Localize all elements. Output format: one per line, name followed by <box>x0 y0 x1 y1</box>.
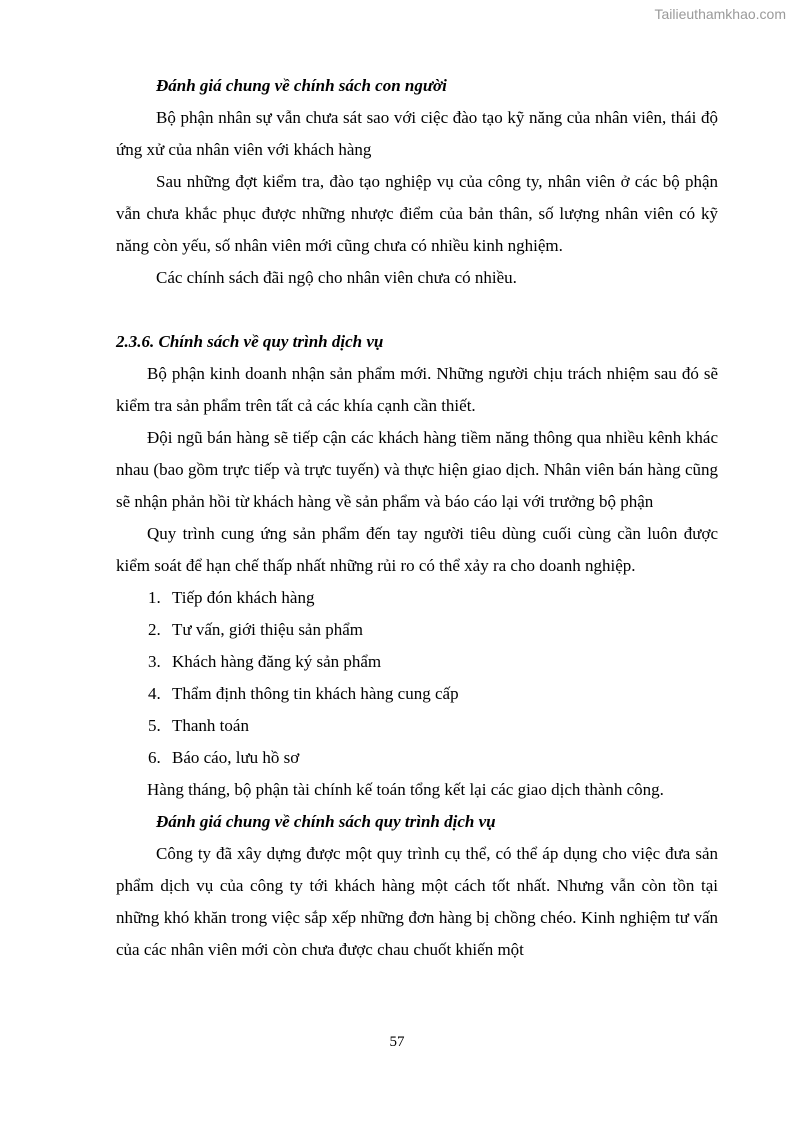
heading-people-policy-evaluation: Đánh giá chung về chính sách con người <box>156 76 447 95</box>
process-paragraph-1: Bộ phận kinh doanh nhận sản phẩm mới. Những người chịu trách nhiệm sau đó sẽ kiểm tra sản phẩm trên tất cả các khía cạnh cần thiết. <box>116 364 718 415</box>
watermark-text: Tailieuthamkhao.com <box>654 6 786 22</box>
step-number: 5. <box>148 716 161 735</box>
step-number: 1. <box>148 588 161 607</box>
process-paragraph-2: Đội ngũ bán hàng sẽ tiếp cận các khách hàng tiềm năng thông qua nhiều kênh khác nhau (bao gồm trực tiếp và trực tuyến) và thực hiện giao dịch. Nhân viên bán hàng cũng sẽ nhận phản hồi từ khách hàng về sản phẩm và báo cáo lại với trưởng bộ phận <box>116 428 718 511</box>
list-item <box>148 646 718 678</box>
step-number: 4. <box>148 684 161 703</box>
heading-process-policy-evaluation: Đánh giá chung về chính sách quy trình dịch vụ <box>156 812 496 831</box>
list-item <box>148 742 718 774</box>
process-paragraph-3: Quy trình cung ứng sản phẩm đến tay người tiêu dùng cuối cùng cần luôn được kiểm soát để hạn chế thấp nhất những rủi ro có thể xảy ra cho doanh nghiệp. <box>116 524 718 575</box>
list-item <box>148 710 718 742</box>
list-item <box>148 582 718 614</box>
step-text: Khách hàng đăng ký sản phẩm <box>172 652 382 671</box>
step-number: 6. <box>148 748 161 767</box>
people-paragraph-3: Các chính sách đãi ngộ cho nhân viên chưa có nhiều. <box>156 268 517 287</box>
people-paragraph-1: Bộ phận nhân sự vẫn chưa sát sao với ciệc đào tạo kỹ năng của nhân viên, thái độ ứng xử của nhân viên với khách hàng <box>116 108 718 159</box>
step-number: 3. <box>148 652 161 671</box>
process-evaluation-paragraph: Công ty đã xây dựng được một quy trình cụ thể, có thể áp dụng cho việc đưa sản phẩm dịch vụ của công ty tới khách hàng một cách tốt nhất. Nhưng vẫn còn tồn tại những khó khăn trong việc sắp xếp những đơn hàng bị chồng chéo. Kinh nghiệm tư vấn của các nhân viên mới còn chưa được chau chuốt khiến một <box>116 844 718 959</box>
step-text: Tiếp đón khách hàng <box>172 588 315 607</box>
monthly-summary-paragraph: Hàng tháng, bộ phận tài chính kế toán tổng kết lại các giao dịch thành công. <box>147 780 664 799</box>
people-paragraph-2: Sau những đợt kiểm tra, đào tạo nghiệp vụ của công ty, nhân viên ở các bộ phận vẫn chưa khắc phục được những nhược điểm của bản thân, số lượng nhân viên có kỹ năng còn yếu, số nhân viên mới cũng chưa có nhiều kinh nghiệm. <box>116 172 718 255</box>
page-number: 57 <box>389 1034 405 1050</box>
step-text: Thanh toán <box>172 716 249 735</box>
document-body <box>116 70 718 966</box>
step-number: 2. <box>148 620 161 639</box>
step-text: Tư vấn, giới thiệu sản phẩm <box>172 620 364 639</box>
step-text: Thẩm định thông tin khách hàng cung cấp <box>172 684 459 703</box>
step-text: Báo cáo, lưu hồ sơ <box>172 748 300 767</box>
list-item <box>148 678 718 710</box>
list-item <box>148 614 718 646</box>
process-steps-list <box>116 582 718 774</box>
section-heading-service-process: 2.3.6. Chính sách về quy trình dịch vụ <box>116 332 384 351</box>
